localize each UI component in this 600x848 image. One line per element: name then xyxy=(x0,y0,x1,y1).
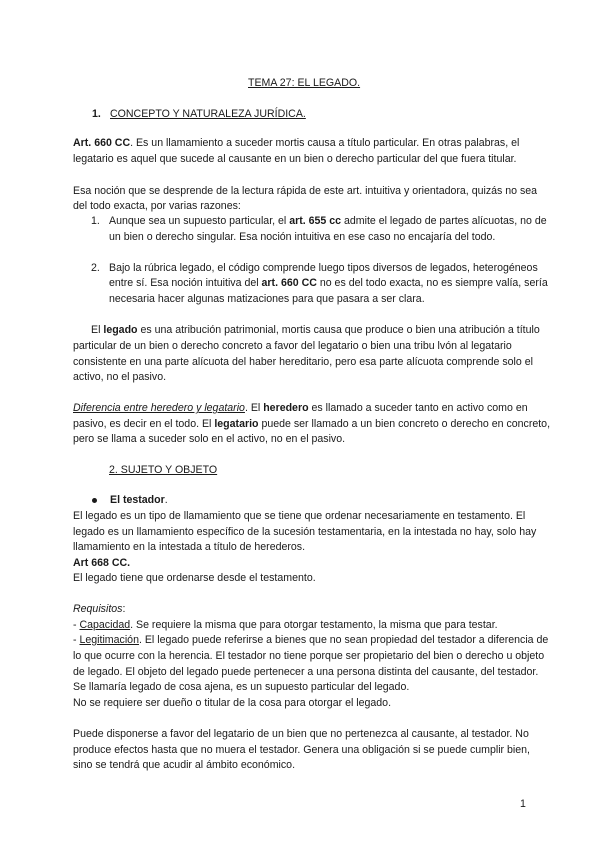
testador-line-4: El legado tiene que ordenarse desde el testamento. xyxy=(73,572,316,584)
list-item-2-number: 2. xyxy=(91,262,100,274)
paragraph-3-line-2: particular de un bien o derecho concreto a favor del legatario o bien una tribu lvón al legatario xyxy=(73,340,512,352)
paragraph-2-line-2: del todo exacta, por varias razones: xyxy=(73,200,241,212)
section-2-heading: 2. SUJETO Y OBJETO xyxy=(109,464,218,476)
requisito-legitimacion: - Legitimación. El legado puede referirse a bienes que no sean propiedad del testador a diferencia de xyxy=(73,634,549,646)
legatario-term: legatario xyxy=(214,418,259,430)
article-660-ref: Art. 660 CC xyxy=(73,137,131,149)
paragraph-3-line-1: El legado es una atribución patrimonial, mortis causa que produce o bien una atribución a título xyxy=(91,324,540,336)
paragraph-4-line-2: pasivo, es decir en el todo. El legatario puede ser llamado a un bien concreto o derecho en concreto, xyxy=(73,418,551,430)
difference-heading: Diferencia entre heredero y legatario xyxy=(73,402,245,414)
list-item-2-line-2: entre sí. Esa noción intuitiva del art. 660 CC no es del todo exacta, no es siempre valía, sería xyxy=(109,277,548,289)
legado-term: legado xyxy=(103,324,138,336)
testador-line-3: llamamiento en la intestada a título de herederos. xyxy=(73,541,306,553)
paragraph-1-line-2: legatario es aquel que sucede al causante en un bien o derecho particular del que fuera titular. xyxy=(73,153,517,165)
paragraph-3-line-4: activo, no el pasivo. xyxy=(73,371,167,383)
paragraph-4-line-1: Diferencia entre heredero y legatario. El heredero es llamado a suceder tanto en activo como en xyxy=(73,402,528,414)
article-655-ref: art. 655 cc xyxy=(289,215,342,227)
article-668-ref: Art 668 CC. xyxy=(73,557,131,569)
requisitos-line-5: No se requiere ser dueño o titular de la cosa para otorgar el legado. xyxy=(73,697,392,709)
requisitos-line-4: Se llamaría legado de cosa ajena, es un supuesto particular del legado. xyxy=(73,681,410,693)
paragraph-2-line-1: Esa noción que se desprende de la lectura rápida de este art. intuitiva y orientadora, quizás no sea xyxy=(73,185,538,197)
page-number: 1 xyxy=(520,798,526,810)
paragraph-3-line-3: consistente en una parte alícuota del haber hereditario, pero esa parte alícuota comprende solo el xyxy=(73,356,533,368)
testador-heading: El testador. xyxy=(110,494,168,506)
requisitos-line-3: de legado. El objeto del legado puede pertenecer a una persona distinta del causante, del testador. xyxy=(73,666,539,678)
list-item-1-number: 1. xyxy=(91,215,100,227)
testador-line-1: El legado es un tipo de llamamiento que se tiene que ordenar necesariamente en testamento. El xyxy=(73,510,526,522)
requisitos-line-2: lo que ocurre con la herencia. El testador no tiene porque ser propietario del bien o derecho u objeto xyxy=(73,650,545,662)
heredero-term: heredero xyxy=(263,402,309,414)
paragraph-5-line-3: sino se tendrá que acudir al ámbito económico. xyxy=(73,759,296,771)
testador-line-2: legado es un llamamiento específico de la sucesión testamentaria, en la intestada no hay, solo hay xyxy=(73,526,537,538)
list-item-1-line-2: un bien o derecho singular. Esa noción intuitiva en ese caso no encajaría del todo. xyxy=(109,231,496,243)
requisitos-label: Requisitos: xyxy=(73,603,126,615)
paragraph-1-line-1: Art. 660 CC. Es un llamamiento a suceder mortis causa a título particular. En otras palabras, el xyxy=(73,137,520,149)
paragraph-5-line-1: Puede disponerse a favor del legatario de un bien que no pertenezca al causante, al testador. No xyxy=(73,728,529,740)
paragraph-4-line-3: pero se llama a suceder solo en el activo, no en el pasivo. xyxy=(73,433,346,445)
list-item-2-line-1: Bajo la rúbrica legado, el código comprende luego tipos diversos de legados, heterogéneos xyxy=(109,262,538,274)
list-item-1-line-1: Aunque sea un supuesto particular, el art. 655 cc admite el legado de partes alícuotas, no de xyxy=(109,215,547,227)
article-660-ref-2: art. 660 CC xyxy=(261,277,317,289)
document-title: TEMA 27: EL LEGADO. xyxy=(248,77,361,89)
paragraph-5-line-2: produce efectos hasta que no muera el testador. Genera una obligación si se puede cumplir bien, xyxy=(73,744,530,756)
list-item-2-line-3: necesaria hacer algunas matizaciones para que pasara a ser clara. xyxy=(109,293,425,305)
section-1-number: 1. xyxy=(92,108,101,120)
section-1-heading: CONCEPTO Y NATURALEZA JURÍDICA. xyxy=(110,108,306,120)
requisito-capacidad: - Capacidad. Se requiere la misma que para otorgar testamento, la misma que para testar. xyxy=(73,619,498,631)
bullet-icon xyxy=(92,498,97,503)
